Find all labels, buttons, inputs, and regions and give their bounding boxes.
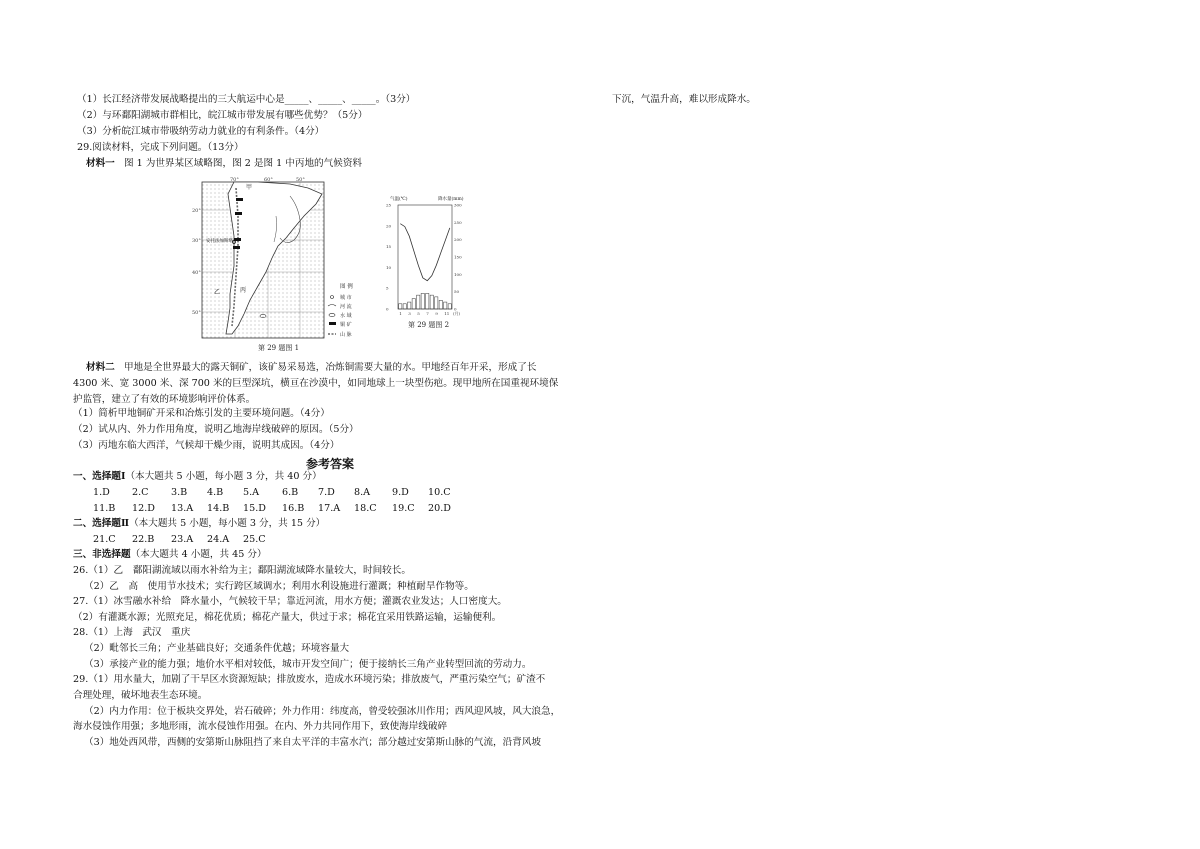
answer-29-1a: 29.（1）用水量大，加剧了干旱区水资源短缺；排放废水，造成水环境污染；排放废气，严重污染空气；矿渣不	[73, 674, 546, 685]
q28-part1: （1）长江经济带发展战略提出的三大航运中心是_____、_____、_____。（3分）	[77, 94, 416, 105]
precipitation-bar	[430, 295, 433, 309]
left-tick-label: 20	[386, 223, 392, 229]
answer-cell: 2.C	[132, 487, 149, 498]
legend-river: 河 流	[340, 304, 352, 310]
answer-cell: 18.C	[354, 503, 377, 514]
figure2-caption: 第 29 题图 2	[408, 321, 450, 329]
right-tick-label: 200	[454, 237, 462, 243]
answer-27-1: 27.（1）冰雪融水补给 降水量小，气候较干旱；靠近河流，用水方便；灌溉农业发达；人口密度大。	[73, 596, 507, 607]
figure2-climate-chart	[384, 193, 470, 333]
precipitation-bar	[399, 304, 402, 309]
month-tick-label: 3	[408, 311, 411, 316]
label-bing: 丙	[240, 287, 247, 294]
legend-water: 水 域	[340, 313, 352, 319]
right-tick-label: 250	[454, 219, 462, 225]
answer-cell: 1.D	[93, 487, 110, 498]
q28-part3: （3）分析皖江城市带吸纳劳动力就业的有利条件。（4分）	[77, 126, 325, 137]
month-tick-label: 7	[426, 311, 429, 316]
material1-label: 材料一	[86, 158, 115, 169]
legend-mountain: 山 脉	[340, 332, 352, 338]
right-tick-label: 150	[454, 254, 462, 260]
answer-key-title: 参考答案	[306, 457, 355, 471]
material2-text1: 甲地是全世界最大的露天铜矿，该矿易采易选，冶炼铜需要大量的水。甲地经百年开采，形成了长	[123, 362, 537, 373]
lat-20: 20°	[192, 208, 201, 214]
left-tick-label: 5	[386, 285, 389, 291]
material2-line3: 护监管，建立了有效的环境影响评价体系。	[73, 394, 256, 405]
answer-cell: 13.A	[171, 503, 194, 514]
answer-cell: 5.A	[243, 487, 260, 498]
right-tick-label: 100	[454, 271, 462, 277]
section2-heading	[73, 518, 325, 530]
precipitation-bar	[408, 302, 411, 309]
section1-note: （本大题共 5 小题，每小题 3 分，共 40 分）	[125, 471, 322, 482]
right-tick-label: 0	[454, 306, 457, 312]
left-axis-label: 气温(℃)	[390, 197, 408, 202]
precipitation-bar	[444, 302, 447, 309]
material2-line2: 4300 米、宽 3000 米、深 700 米的巨型深坑，横亘在沙漠中，如同地球上一块型伤疤。现甲地所在国重视环境保	[73, 378, 559, 389]
q29-part1: （1）简析甲地铜矿开采和冶炼引发的主要环境问题。（4分）	[73, 408, 330, 419]
section1-label: 一、选择题Ⅰ	[73, 471, 126, 482]
answer-28-1: 28.（1）上海 武汉 重庆	[73, 627, 191, 638]
figure1-map	[190, 176, 362, 356]
answer-row-3	[93, 534, 266, 545]
plot-frame	[398, 205, 452, 309]
temperature-line	[400, 224, 450, 281]
legend-river-symbol	[328, 305, 336, 307]
answer-cell: 24.A	[207, 534, 230, 545]
answer-cell: 11.B	[93, 503, 116, 514]
right-tick-label: 300	[454, 202, 462, 208]
q29-material1	[86, 158, 362, 170]
precipitation-bar	[417, 295, 420, 309]
label-city: 安托法加斯塔	[206, 239, 233, 244]
label-jia: 甲	[246, 184, 253, 191]
answer-cell: 25.C	[243, 534, 266, 545]
month-ticks	[399, 310, 460, 316]
answer-29-1b: 合理处理，破坏地表生态环境。	[73, 690, 208, 701]
copper-mine-4	[233, 246, 240, 249]
left-tick-label: 10	[386, 264, 392, 270]
answer-29-2a: （2）内力作用：位于板块交界处，岩石破碎；外力作用：纬度高，曾受较强冰川作用；西风迎风坡，风大浪急，	[84, 706, 561, 717]
answer-row-1	[93, 487, 451, 498]
answer-cell: 17.A	[318, 503, 341, 514]
precipitation-bars	[399, 293, 452, 309]
legend-city: 城 市	[340, 295, 352, 301]
lat-30: 30°	[192, 238, 201, 244]
answer-cell: 4.B	[207, 487, 224, 498]
answer-cell: 3.B	[171, 487, 188, 498]
q28-part2: （2）与环鄱阳湖城市群相比，皖江城市带发展有哪些优势？（5分）	[77, 110, 368, 121]
answer-cell: 19.C	[392, 503, 415, 514]
answer-cell: 9.D	[392, 487, 409, 498]
left-tick-label: 15	[386, 244, 392, 250]
answer-cell: 23.A	[171, 534, 194, 545]
answer-28-3: （3）承接产业的能力强；地价水平相对较低，城市开发空间广；便于接纳长三角产业转型回流的劳动力。	[84, 659, 532, 670]
legend-copper: 铜 矿	[340, 322, 352, 328]
q29-part3: （3）丙地东临大西洋，气候却干燥少雨，说明其成因。（4分）	[73, 440, 340, 451]
legend-city-symbol	[331, 296, 334, 299]
precipitation-bar	[426, 293, 429, 309]
precipitation-bar	[448, 304, 451, 309]
material2-label: 材料二	[86, 362, 115, 373]
precipitation-bar	[421, 293, 424, 309]
answer-cell: 22.B	[132, 534, 155, 545]
answer-26-1: 26.（1）乙 鄱阳湖流域以雨水补给为主；鄱阳湖流域降水量较大，时间较长。	[73, 565, 411, 576]
right-tick-label: 50	[454, 289, 460, 295]
month-tick-label: 1	[399, 311, 402, 316]
month-tick-label: (月)	[453, 311, 461, 316]
answer-cell: 8.A	[354, 487, 371, 498]
legend-title: 图 例	[340, 284, 353, 290]
legend-copper-symbol	[329, 322, 336, 325]
month-tick-label: 5	[417, 311, 420, 316]
section3-label: 三、非选择题	[73, 549, 131, 560]
right-axis-label: 降水量(mm)	[438, 197, 464, 202]
precipitation-bar	[439, 300, 442, 309]
section3-note: （本大题共 4 小题，共 45 分）	[130, 549, 267, 560]
answer-cell: 15.D	[243, 503, 266, 514]
right-ticks	[454, 203, 462, 312]
answer-26-2: （2）乙 高 使用节水技术；实行跨区域调水；利用水利设施进行灌溉；种植耐旱作物等。	[84, 581, 474, 592]
lon-70: 70°	[230, 177, 239, 183]
section3-heading	[73, 549, 267, 561]
answer-29-2b: 海水侵蚀作用强；多地形雨，流水侵蚀作用强。在内、外力共同作用下，致使海岸线破碎	[73, 721, 448, 732]
section2-note: （本大题共 5 小题，每小题 3 分，共 15 分）	[129, 518, 326, 529]
answer-cell: 21.C	[93, 534, 116, 545]
answer-27-2: （2）有灌溉水源；光照充足，棉花优质；棉花产量大，供过于求；棉花宜采用铁路运输，运输便利。	[73, 612, 502, 623]
answer-cell: 20.D	[428, 503, 451, 514]
legend-water-symbol	[329, 313, 335, 316]
precipitation-bar	[435, 297, 438, 309]
lat-50: 50°	[192, 310, 201, 316]
month-tick-label: 11	[444, 311, 450, 316]
precipitation-bar	[412, 299, 415, 309]
answer-cell: 16.B	[282, 503, 305, 514]
q29-part2: （2）试从内、外力作用角度，说明乙地海岸线破碎的原因。（5分）	[73, 424, 359, 435]
answer-29-3a: （3）地处西风带，西侧的安第斯山脉阻挡了来自太平洋的丰富水汽；部分越过安第斯山脉的气流，沿背风坡	[84, 737, 542, 748]
section1-heading	[73, 471, 322, 483]
section2-label: 二、选择题Ⅱ	[73, 518, 130, 529]
precipitation-bar	[403, 304, 406, 309]
material2-line1	[86, 362, 536, 374]
label-yi: 乙	[214, 289, 221, 296]
left-tick-label: 25	[386, 202, 392, 208]
answer-28-2: （2）毗邻长三角；产业基础良好；交通条件优越；环境容量大	[84, 643, 350, 654]
answer-29-3b: 下沉，气温升高，难以形成降水。	[612, 94, 756, 105]
answer-cell: 10.C	[428, 487, 451, 498]
material1-text: 图 1 为世界某区域略图，图 2 是图 1 中丙地的气候资料	[123, 158, 363, 169]
answer-cell: 14.B	[207, 503, 230, 514]
lat-40: 40°	[192, 270, 201, 276]
lon-50: 50°	[296, 177, 305, 183]
answer-cell: 6.B	[282, 487, 299, 498]
answer-row-2	[93, 503, 451, 514]
answer-cell: 7.D	[318, 487, 335, 498]
lon-60: 60°	[264, 177, 273, 183]
answer-cell: 12.D	[132, 503, 155, 514]
copper-mine-1	[236, 198, 243, 201]
month-tick-label: 9	[435, 311, 438, 316]
copper-mine-2	[235, 212, 242, 215]
left-tick-label: 0	[386, 306, 389, 312]
left-ticks	[386, 203, 392, 312]
figure1-caption: 第 29 题图 1	[258, 344, 300, 352]
q29-heading: 29.阅读材料，完成下列问题。（13分）	[77, 142, 244, 153]
